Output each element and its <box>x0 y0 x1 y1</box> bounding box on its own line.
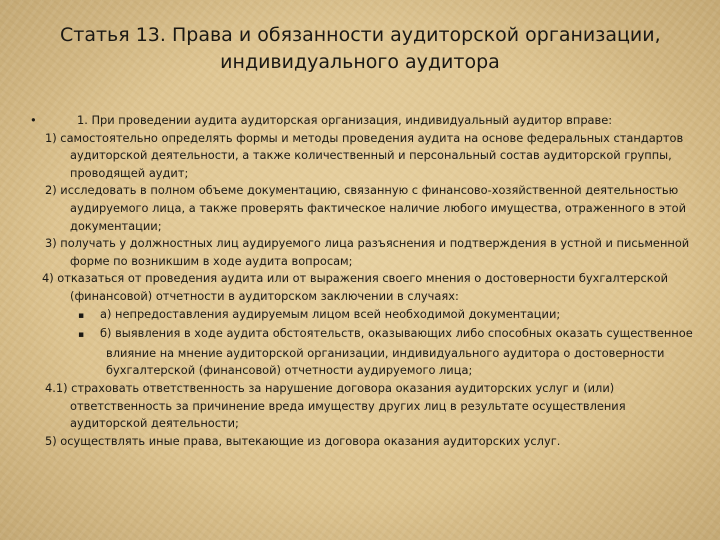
list-item-1: 1) самостоятельно определять формы и методы проведения аудита на основе федеральных стандартов аудиторской деятельности, а также количественный и персональный состав аудиторской группы, проводящей аудит; <box>45 130 684 180</box>
bullet-icon: • <box>30 113 37 127</box>
slide-body <box>30 112 700 450</box>
lead-text: 1. При проведении аудита аудиторская организация, индивидуальный аудитор вправе: <box>77 113 613 127</box>
lead-paragraph <box>30 112 700 130</box>
list-item-2: 2) исследовать в полном объеме документацию, связанную с финансово-хозяйственной деятельностью аудируемого лица, а также проверять фактическое наличие любого имущества, отраженного в этой документации; <box>45 183 687 233</box>
sub-item-b-text: б) выявления в ходе аудита обстоятельств, оказывающих либо способных оказать существенное влияние на мнение аудиторской организации, индивидуального аудитора о достоверности бухгалтерской (финансовой) отчетности аудируемого лица; <box>100 326 693 378</box>
title-line-1: Статья 13. Права и обязанности аудиторской организации, <box>60 24 661 46</box>
square-bullet-icon: ▪ <box>78 330 85 341</box>
list-item-3: 3) получать у должностных лиц аудируемого лица разъяснения и подтверждения в устной и письменной форме по возникшим в ходе аудита вопросам; <box>45 236 690 268</box>
sub-item-a-text: а) непредоставления аудируемым лицом всей необходимой документации; <box>100 306 561 321</box>
list-item-4: 4) отказаться от проведения аудита или от выражения своего мнения о достоверности бухгалтерской (финансовой) отчетности в аудиторском заключении в случаях: <box>42 271 669 303</box>
list-item-4-1: 4.1) страховать ответственность за нарушение договора оказания аудиторских услуг и (или) ответственность за причинение вреда имуществу других лиц в результате осуществления аудиторской деятельности; <box>45 380 626 431</box>
title-line-2: индивидуального аудитора <box>220 51 500 73</box>
sub-item-a <box>30 306 700 326</box>
square-bullet-icon: ▪ <box>78 310 85 321</box>
slide-title <box>60 22 660 76</box>
list-item-5: 5) осуществлять иные права, вытекающие из договора оказания аудиторских услуг. <box>45 433 561 448</box>
sub-item-b <box>30 325 700 380</box>
